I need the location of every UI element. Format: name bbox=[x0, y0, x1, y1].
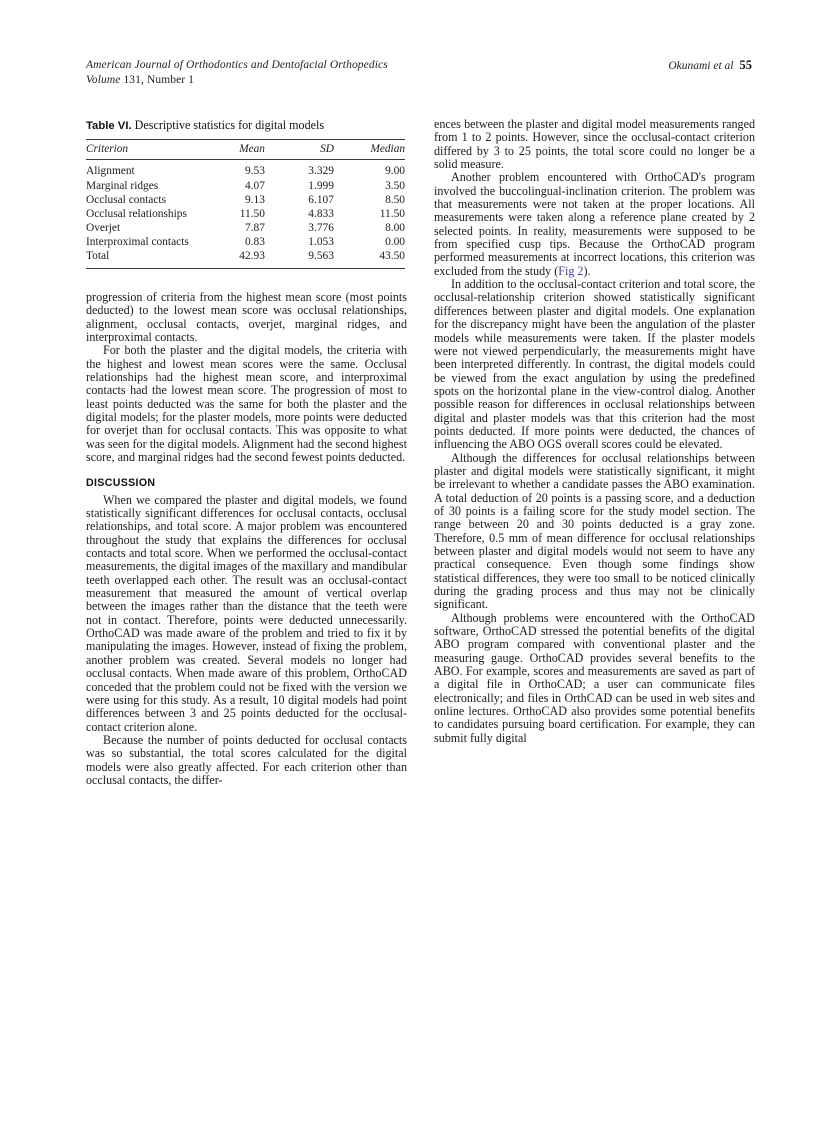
cell-mean: 9.13 bbox=[244, 193, 265, 206]
paragraph-continued-right: ences between the plaster and digital model measurements ranged from 1 to 2 points. However, since the occlusal-contact criterion differed by 3 to 25 points, the total score could no longer be a solid measure. bbox=[434, 117, 755, 172]
cell-sd: 1.053 bbox=[308, 236, 334, 249]
paragraph-abo-examination: Although the differences for occlusal relationships between plaster and digital models were statistically significant, it might be irrelevant to whether a candidate passes the ABO examination. A total deduction of 20 points is a passing score, and a deduction of 30 points is a failing score for the study model section. The range between 20 and 30 points deducted is a gray zone. Therefore, 0.5 mm of mean difference for occlusal relationships between plaster and digital models would not seem to have any practical consequence. Even though some findings show statistical differences, they were too small to be noticed clinically during the grading process and thus may not be clinically significant. bbox=[434, 450, 755, 612]
column-header-median: Median bbox=[370, 143, 405, 155]
column-header-sd: SD bbox=[320, 143, 334, 155]
table-vi-block bbox=[86, 118, 407, 269]
cell-criterion: Alignment bbox=[86, 165, 135, 178]
paragraph-buccolingual bbox=[434, 171, 755, 278]
paragraph-continued: progression of criteria from the highest mean score (most points deducted) to the lowest mean score was occlusal relationships, alignment, occlusal contacts, overjet, marginal ridges, and interproximal contacts. bbox=[86, 289, 407, 344]
paragraph-orthocad-benefits: Although problems were encountered with the OrthoCAD software, OrthoCAD stressed the potential benefits of the digital ABO program compared with conventional plaster and the measuring gauge. OrthoCAD provides several benefits to the ABO. For example, scores and measurements are saved as part of a digital file in OrthoCAD; a user can communicate files electronically; and files in OrthCAD can be used in web sites and online lectures. OrthoCAD also provides some potential benefits to candidates pursuing board certification. For example, they can submit fully digital bbox=[434, 610, 755, 745]
table-row bbox=[86, 222, 405, 236]
cell-sd: 9.563 bbox=[308, 250, 334, 263]
paragraph-discussion-1: When we compared the plaster and digital models, we found statistically significant differences for occlusal contacts, occlusal relationships, and total score. A major problem was encountered throughout the study that explains the differences for occlusal contacts and total score. When we performed the occlusal-contact measurements, the digital images of the maxillary and mandibular teeth overlapped each other. The result was an occlusal-contact measurement that measured the amount of vertical overlap between the images rather than the distance that the teeth were not in contact. Therefore, points were deducted unnecessarily. OrthoCAD was made aware of the problem and tried to fix it by manipulating the images. However, instead of fixing the problem, another problem was created. Several models no longer had occlusal contacts. When made aware of this problem, OrthoCAD conceded that the problem could not be fixed with the version we were using for this study. As a result, 10 digital models had point differences between 3 and 25 points deducted for the occlusal-contact criterion alone. bbox=[86, 492, 407, 734]
running-head-authors: Okunami et al bbox=[668, 60, 734, 72]
cell-criterion: Overjet bbox=[86, 222, 121, 235]
table-caption bbox=[86, 118, 407, 133]
cell-median: 0.00 bbox=[385, 236, 405, 249]
table-label: Table VI. bbox=[86, 120, 132, 132]
right-column bbox=[434, 118, 755, 745]
section-heading-discussion: DISCUSSION bbox=[86, 477, 156, 490]
cell-sd: 3.329 bbox=[308, 165, 334, 178]
paragraph-buccolingual-text-before: Another problem encountered with OrthoCAD's program involved the buccolingual-inclination criterion. The problem was that measurements were not taken at the proper locations. All measurements were taken along a reference plane created by 2 selected points. In reality, measurements were supposed to be from specified cusp tips. Because the OrthoCAD program performed measurements at incorrect locations, this criterion was excluded from the study ( bbox=[434, 170, 755, 278]
journal-title: American Journal of Orthodontics and Dentofacial Orthopedics bbox=[86, 59, 388, 71]
cell-sd: 1.999 bbox=[308, 179, 334, 192]
cell-sd: 6.107 bbox=[308, 193, 334, 206]
table-row bbox=[86, 208, 405, 222]
cell-mean: 7.87 bbox=[244, 222, 265, 235]
paragraph-occlusal-relationship: In addition to the occlusal-contact criterion and total score, the occlusal-relationship criterion showed statistically significant differences between plaster and digital models. One explanation for the discrepancy might have been the angulation of the plaster models while measurements were taken. If the plaster models were not viewed perpendicularly, the measurements might have been interpreted differently. In contrast, the digital models could be viewed from the exact angulation by using the predefined spots on the horizontal plane in the view-control dialog. Another possible reason for differences in occlusal relationships between digital and plaster models was that this criterion had the most points deducted. If more points were deducted, the chances of influencing the ABO OGS overall scores could be elevated. bbox=[434, 277, 755, 452]
running-head bbox=[86, 58, 752, 87]
table-row bbox=[86, 250, 405, 268]
table-row bbox=[86, 160, 405, 179]
left-column bbox=[86, 118, 407, 787]
cell-sd: 3.776 bbox=[308, 222, 334, 235]
cell-mean: 0.83 bbox=[244, 236, 265, 249]
cell-criterion: Occlusal contacts bbox=[86, 193, 167, 206]
table-row bbox=[86, 179, 405, 193]
volume-number: 131, Number 1 bbox=[123, 73, 195, 86]
table-body bbox=[86, 160, 405, 269]
volume-word: Volume bbox=[86, 73, 121, 86]
cell-criterion: Total bbox=[86, 250, 110, 263]
table-header-row bbox=[86, 140, 405, 160]
cell-mean: 42.93 bbox=[239, 250, 265, 263]
cell-mean: 9.53 bbox=[244, 165, 265, 178]
cell-mean: 11.50 bbox=[239, 207, 265, 220]
cell-criterion: Interproximal contacts bbox=[86, 236, 189, 249]
running-head-author-block bbox=[668, 58, 752, 74]
cell-criterion: Marginal ridges bbox=[86, 179, 159, 192]
cell-median: 3.50 bbox=[385, 179, 405, 192]
paragraph-criteria-comparison: For both the plaster and the digital models, the criteria with the highest and lowest mean scores were the same. Occlusal relationships had the highest mean score, and interproximal contacts had the lowest mean score. The progression of most to least points deducted was the same for both the plaster and the digital models; for the plaster models, more points were deducted for overjet than for occlusal contacts. This was opposite to what was seen for the digital models. Alignment had the second highest score, and marginal ridges had the second fewest points deducted. bbox=[86, 343, 407, 464]
cell-median: 11.50 bbox=[379, 207, 405, 220]
cell-criterion: Occlusal relationships bbox=[86, 207, 187, 220]
cell-median: 9.00 bbox=[385, 165, 405, 178]
table-caption-text: Descriptive statistics for digital models bbox=[134, 118, 325, 132]
descriptive-statistics-table bbox=[86, 139, 405, 269]
page-number: 55 bbox=[739, 58, 752, 72]
column-header-criterion: Criterion bbox=[86, 143, 129, 155]
figure-2-link[interactable]: Fig 2 bbox=[558, 263, 584, 278]
volume-line bbox=[86, 73, 388, 88]
column-header-mean: Mean bbox=[239, 143, 265, 155]
table-row bbox=[86, 236, 405, 250]
paragraph-discussion-2: Because the number of points deducted for occlusal contacts was so substantial, the total scores calculated for the digital models were also greatly affected. For each criterion other than occlusal contacts, the differ- bbox=[86, 732, 407, 787]
table-head bbox=[86, 140, 405, 160]
table-row bbox=[86, 193, 405, 207]
paragraph-buccolingual-text-after: ). bbox=[583, 263, 591, 278]
table-spacer bbox=[86, 269, 407, 291]
cell-mean: 4.07 bbox=[244, 179, 265, 192]
cell-sd: 4.833 bbox=[308, 207, 334, 220]
cell-median: 8.50 bbox=[385, 193, 405, 206]
cell-median: 8.00 bbox=[385, 222, 405, 235]
running-head-journal-block bbox=[86, 58, 388, 87]
cell-median: 43.50 bbox=[379, 250, 405, 263]
